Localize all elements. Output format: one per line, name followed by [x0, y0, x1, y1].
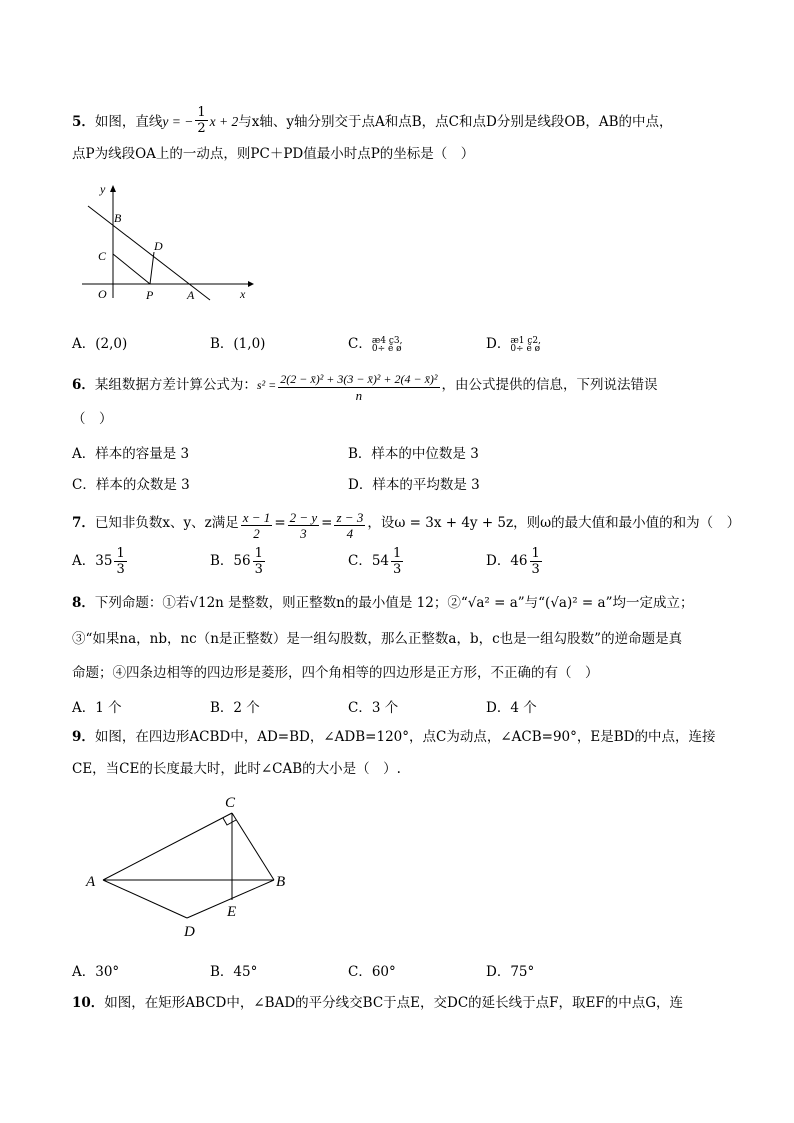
q9-line1: [72, 728, 715, 746]
q5-line2: 点P为线段OA上的一动点，则PC＋PD值最小时点P的坐标是（ ）: [72, 146, 475, 162]
q8-line3: 命题；④四条边相等的四边形是菱形，四个角相等的四边形是正方形，不正确的有（ ）: [72, 665, 599, 681]
q5-number: 5．: [72, 114, 95, 130]
q7-option-b-fraction: $\frac{1}{3}$: [254, 546, 263, 577]
q7-fraction-3: $\frac{z - 3}{4}$: [336, 510, 364, 541]
q6-option-a[interactable]: A．样本的容量是 3: [72, 446, 190, 462]
q9-text-line1: 如图，在四边形ACBD中，AD=BD，∠ADB=120°，点C为动点，∠ACB=90°，E是BD的中点，连接: [94, 729, 716, 745]
q10-line1: [72, 994, 683, 1012]
q7-option-a[interactable]: A．35 $\frac{1}{3}$: [72, 546, 125, 577]
q7-option-b[interactable]: B．56 $\frac{1}{3}$: [210, 546, 263, 577]
q6-line1: [72, 370, 658, 401]
q8-option-c[interactable]: C．3 个: [348, 700, 399, 716]
q5-option-b[interactable]: B．(1,0): [210, 336, 266, 352]
q5-label-y: y: [100, 182, 106, 196]
q9-label-b: B: [276, 874, 286, 890]
q7-number: 7．: [72, 515, 95, 531]
q8-option-a[interactable]: A．1 个: [72, 700, 122, 716]
q5-label-c: C: [98, 249, 107, 263]
q9-option-a[interactable]: A．30°: [72, 964, 120, 980]
q8-text-line1: 下列命题：①若√12n 是整数，则正整数n的最小值是 12；②“√a² = a”与“(√a)² = a”均一定成立；: [94, 595, 694, 611]
q6-option-c[interactable]: C．样本的众数是 3: [72, 477, 190, 493]
q5-x-arrow: [248, 281, 254, 287]
q7-line1: 7．已知非负数x、y、z满足 $\frac{x - 1}{2}$ = $\frac{2 - y}{3}$ = $\frac{z - 3}{4}$ ，设ω = 3x + 4y + 5z，则ω的最大值和最小值的和为（ ）: [72, 510, 741, 541]
q5-option-d[interactable]: [486, 332, 552, 353]
q7-option-c-fraction: $\frac{1}{3}$: [393, 546, 402, 577]
q5-segment-pd: [150, 252, 154, 284]
q9-option-b[interactable]: B．45°: [210, 964, 258, 980]
q7-text-a: 已知非负数x、y、z满足: [94, 515, 239, 531]
q5-label-p: P: [146, 288, 154, 302]
q5-y-arrow: [110, 185, 116, 192]
q5-option-c-label: C．: [348, 336, 372, 352]
q9-line2: CE，当CE的长度最大时，此时∠CAB的大小是（ ）.: [72, 761, 401, 777]
q8-option-d[interactable]: D．4 个: [486, 700, 537, 716]
q5-text-a: 如图，直线: [94, 114, 163, 130]
q9-segment-cb: [232, 813, 274, 880]
q10-text-line1: 如图，在矩形ABCD中，∠BAD的平分线交BC于点E，交DC的延长线于点F，取EF的中点G，连: [104, 995, 684, 1011]
q7-option-a-fraction: $\frac{1}{3}$: [116, 546, 125, 577]
q9-label-e: E: [227, 904, 237, 920]
q9-figure: [80, 790, 300, 945]
q5-label-x: x: [240, 287, 246, 301]
q9-option-d[interactable]: D．75°: [486, 964, 535, 980]
q5-line1: [72, 107, 673, 138]
q7-fraction-1: $\frac{x - 1}{2}$: [242, 510, 271, 541]
q5-line-ab: [88, 206, 210, 300]
q6-line2: （ ）: [72, 411, 113, 427]
q8-line1: [72, 594, 694, 612]
q6-option-d[interactable]: D．样本的平均数是 3: [348, 477, 480, 493]
q5-label-d: D: [154, 239, 163, 253]
q8-option-b[interactable]: B．2 个: [210, 700, 260, 716]
q9-segment-ac: [103, 813, 232, 880]
q9-label-d: D: [184, 924, 195, 940]
q6-variance-fraction: $\frac{\text{2(2 − x̄)² + 3(3 − x̄)² + 2(4 − x̄)²}}{n}$: [280, 372, 438, 403]
q5-label-b: B: [114, 211, 122, 225]
q7-option-c[interactable]: C．54 $\frac{1}{3}$: [348, 546, 402, 577]
q7-text-b: ，设ω = 3x + 4y + 5z，则ω的最大值和最小值的和为（ ）: [367, 515, 741, 531]
q5-option-c[interactable]: [348, 332, 414, 353]
q9-label-c: C: [225, 795, 236, 811]
q9-number: 9．: [72, 729, 95, 745]
q5-fraction: $\frac{1}{2}$: [197, 105, 206, 136]
q5-figure: [70, 180, 260, 305]
q9-option-c[interactable]: C．60°: [348, 964, 396, 980]
q5-label-o: O: [98, 287, 107, 301]
q5-option-a[interactable]: A．(2,0): [72, 336, 128, 352]
q9-segment-ad: [103, 880, 187, 918]
q7-option-d[interactable]: D．46 $\frac{1}{3}$: [486, 546, 540, 577]
q10-number: 10．: [72, 995, 105, 1011]
q5-option-c-value: æ4 ç3, 0÷ è ø: [371, 335, 403, 354]
q5-text-b: 与x轴、y轴分别交于点A和点B，点C和点D分别是线段OB，AB的中点，: [238, 114, 673, 130]
q9-right-angle-mark: [223, 818, 236, 825]
q6-number: 6．: [72, 377, 95, 393]
q6-text-a: 某组数据方差计算公式为：: [94, 377, 257, 393]
q8-number: 8．: [72, 595, 95, 611]
q9-label-a: A: [86, 874, 96, 890]
q5-option-d-value: æ1 ç2, 0÷ è ø: [510, 335, 542, 354]
q6-text-b: ，由公式提供的信息，下列说法错误: [441, 377, 658, 393]
q5-equation-a: y = −: [162, 114, 194, 129]
q5-equation-b: x + 2: [209, 114, 239, 129]
q5-segment-cp: [113, 254, 150, 284]
q8-line2: ③“如果na，nb，nc（n是正整数）是一组勾股数，那么正整数a，b，c也是一组勾股数”的逆命题是真: [72, 631, 683, 647]
q6-option-b[interactable]: B．样本的中位数是 3: [348, 446, 479, 462]
q7-option-d-fraction: $\frac{1}{3}$: [531, 546, 540, 577]
q5-option-d-label: D．: [486, 336, 511, 352]
q7-fraction-2: $\frac{2 - y}{3}$: [289, 510, 318, 541]
q6-s2: s² =: [256, 378, 277, 392]
q5-label-a: A: [187, 288, 195, 302]
